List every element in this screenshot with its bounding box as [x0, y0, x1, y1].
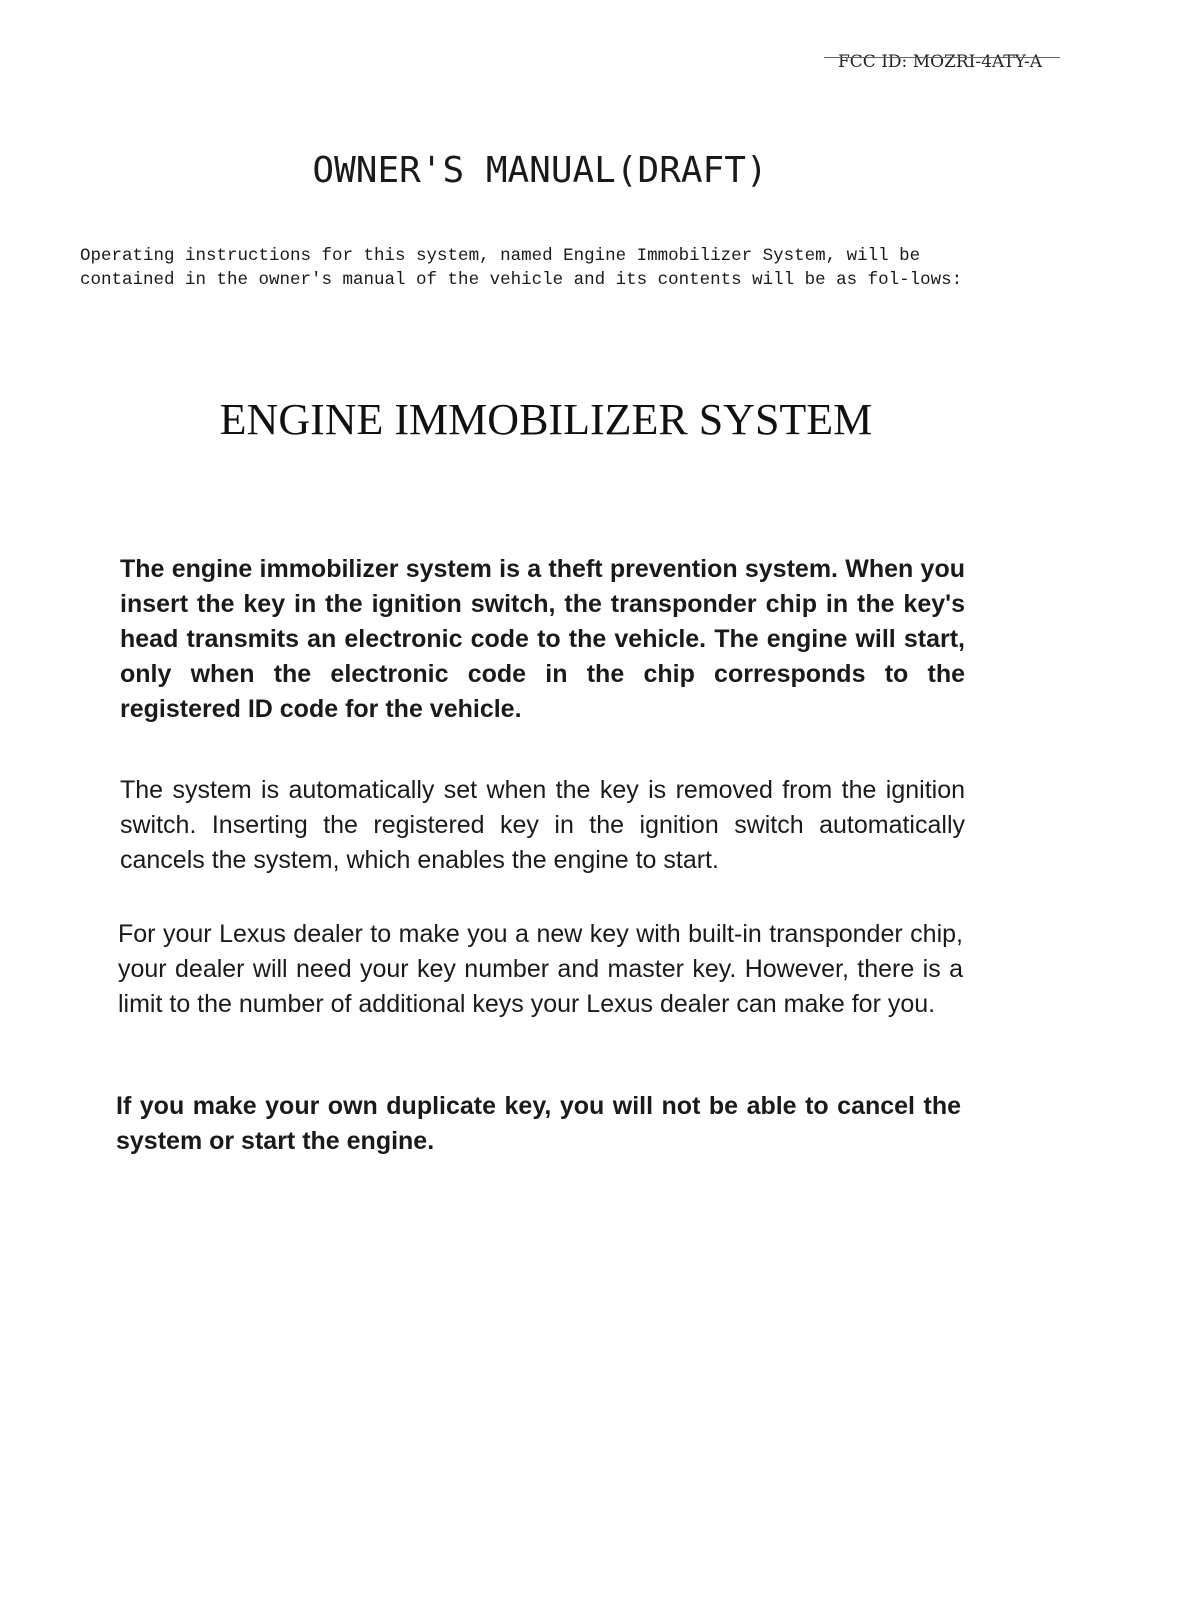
manual-title: OWNER'S MANUAL(DRAFT) — [312, 150, 768, 191]
paragraph-theft-prevention: The engine immobilizer system is a theft prevention system. When you insert the key in the ignition switch, the transponder chip in the key's head transmits an electronic code to the vehicle. The engine will start, only when the electronic code in the chip corresponds to the registered ID code for the vehicle. — [120, 555, 965, 723]
intro-text: Operating instructions for this system, named Engine Immobilizer System, will be contained in the owner's manual of the vehicle and its contents will be as fol-lows: — [80, 246, 963, 290]
paragraph-new-key: For your Lexus dealer to make you a new key with built-in transponder chip, your dealer will need your key number and master key. However, there is a limit to the number of additional keys your Lexus dealer can make for you. — [118, 920, 963, 1018]
fcc-id-label: FCC ID: MOZRI-4ATY-A — [838, 52, 1042, 72]
paragraph-duplicate-key: If you make your own duplicate key, you will not be able to cancel the system or start the engine. — [116, 1092, 961, 1155]
paragraph-automatic-set: The system is automatically set when the key is removed from the ignition switch. Inserting the registered key in the ignition switch automatically cancels the system, which enables the engine to start. — [120, 776, 965, 874]
section-title: ENGINE IMMOBILIZER SYSTEM — [219, 395, 873, 444]
